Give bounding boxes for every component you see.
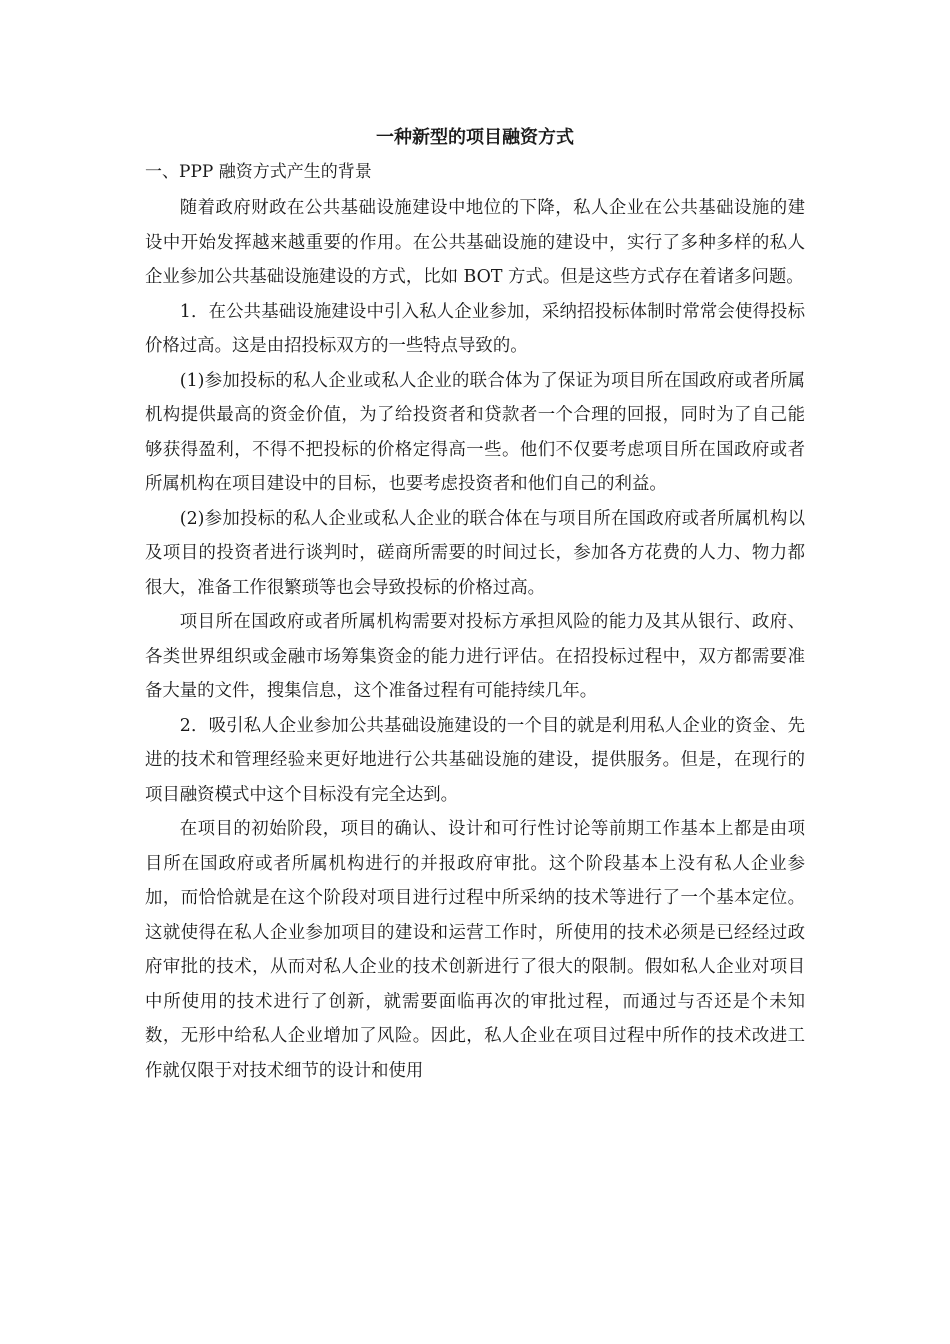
- paragraph-6: 2．吸引私人企业参加公共基础设施建设的一个目的就是利用私人企业的资金、先进的技术和管理经验来更好地进行公共基础设施的建设，提供服务。但是，在现行的项目融资模式中这个目标没有完全达到。: [145, 715, 805, 805]
- paragraph-4: (2)参加投标的私人企业或私人企业的联合体在与项目所在国政府或者所属机构以及项目的投资者进行谈判时，磋商所需要的时间过长，参加各方花费的人力、物力都很大，准备工作很繁琐等也会导致投标的价格过高。: [145, 508, 805, 598]
- paragraph-5: 项目所在国政府或者所属机构需要对投标方承担风险的能力及其从银行、政府、各类世界组织或金融市场筹集资金的能力进行评估。在招投标过程中，双方都需要准备大量的文件，搜集信息，这个准备过程有可能持续几年。: [145, 612, 805, 701]
- paragraph-3: (1)参加投标的私人企业或私人企业的联合体为了保证为项目所在国政府或者所属机构提供最高的资金价值，为了给投资者和贷款者一个合理的回报，同时为了自己能够获得盈利，不得不把投标的价格定得高一些。他们不仅要考虑项目所在国政府或者所属机构在项目建设中的目标，也要考虑投资者和他们自己的利益。: [145, 370, 805, 494]
- document-title: 一种新型的项目融资方式: [376, 127, 574, 148]
- paragraph-1: 随着政府财政在公共基础设施建设中地位的下降，私人企业在公共基础设施的建设中开始发挥越来越重要的作用。在公共基础设施的建设中，实行了多种多样的私人企业参加公共基础设施建设的方式，比如 BOT 方式。但是这些方式存在着诸多问题。: [145, 198, 805, 287]
- document-body: [145, 191, 805, 1088]
- paragraph-2: 1．在公共基础设施建设中引入私人企业参加，采纳招投标体制时常常会使得投标价格过高。这是由招投标双方的一些特点导致的。: [145, 301, 805, 356]
- section-heading: 一、PPP 融资方式产生的背景: [145, 162, 372, 182]
- paragraph-7: 在项目的初始阶段，项目的确认、设计和可行性讨论等前期工作基本上都是由项目所在国政府或者所属机构进行的并报政府审批。这个阶段基本上没有私人企业参加，而恰恰就是在这个阶段对项目进行过程中所采纳的技术等进行了一个基本定位。这就使得在私人企业参加项目的建设和运营工作时，所使用的技术必须是已经经过政府审批的技术，从而对私人企业的技术创新进行了很大的限制。假如私人企业对项目中所使用的技术进行了创新，就需要面临再次的审批过程，而通过与否还是个未知数，无形中给私人企业增加了风险。因此，私人企业在项目过程中所作的技术改进工作就仅限于对技术细节的设计和使用: [145, 819, 805, 1081]
